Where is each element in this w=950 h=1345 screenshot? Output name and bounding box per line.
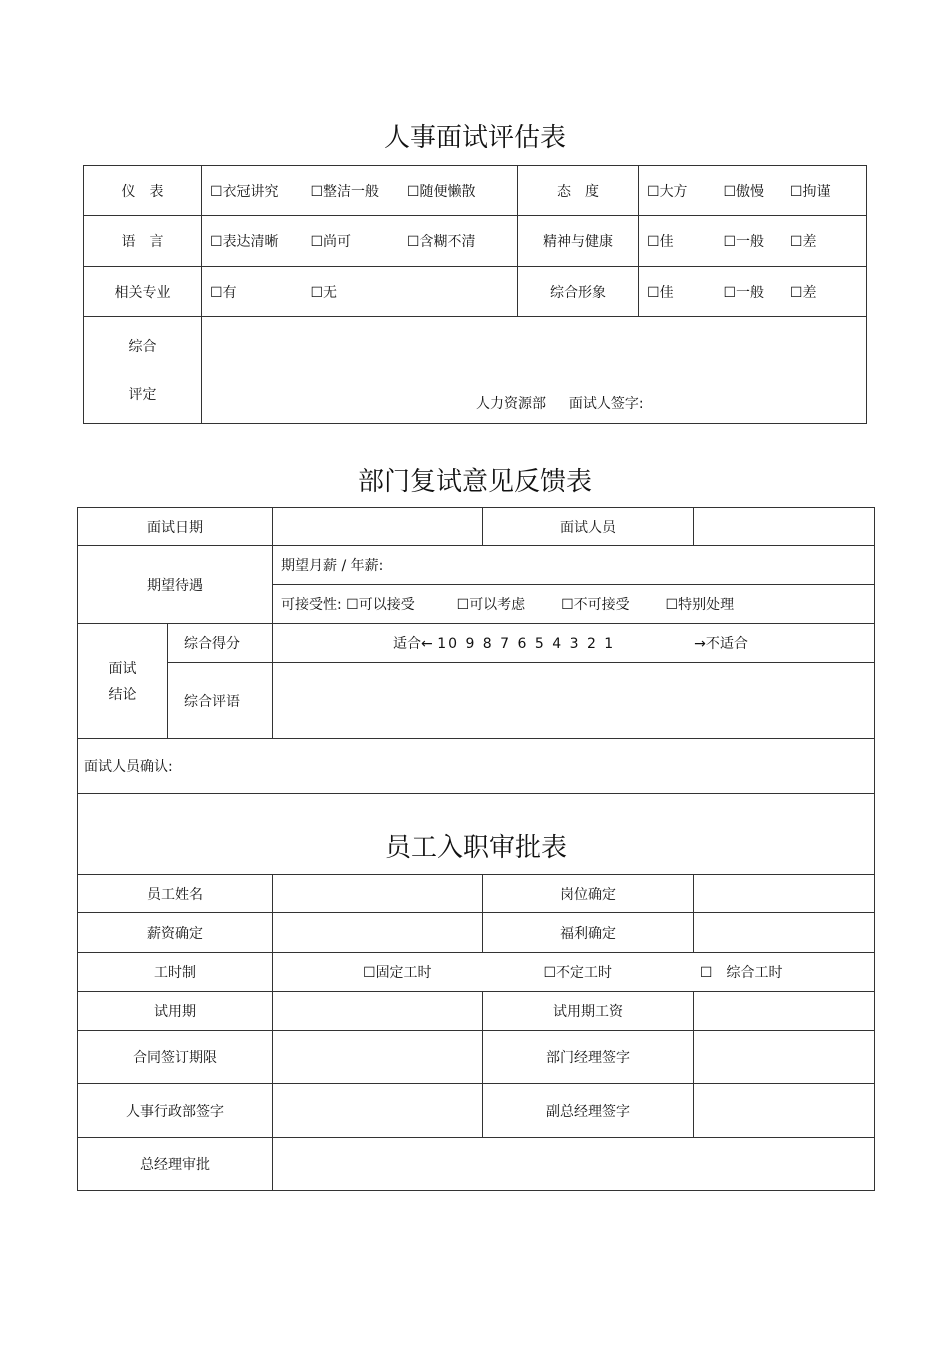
label-overall-eval (84, 317, 202, 424)
label-vp-sign: 副总经理签字 (483, 1084, 694, 1138)
major-options (202, 267, 518, 317)
attitude-opt-3[interactable]: ☐ 拘谨 (790, 181, 831, 201)
appearance-options (202, 166, 518, 216)
onboarding-title: 员工入职审批表 (78, 794, 875, 875)
work-hours-options (273, 953, 875, 992)
hr-sign-field[interactable] (273, 1084, 483, 1138)
accept-opt-2[interactable]: ☐ 可以考虑 (457, 594, 557, 614)
major-opt-2[interactable]: ☐ 无 (310, 282, 337, 302)
label-attitude: 态 度 (518, 166, 639, 216)
label-employee-name: 员工姓名 (78, 875, 273, 913)
feedback-title: 部门复试意见反馈表 (357, 467, 592, 497)
label-image: 综合形象 (518, 267, 639, 317)
conclusion-line1: 面试 (108, 661, 137, 677)
label-benefit: 福利确定 (483, 913, 694, 953)
conclusion-line2: 结论 (108, 687, 137, 703)
dept-mgr-sign-field[interactable] (694, 1031, 875, 1084)
health-opt-2[interactable]: ☐ 一般 (723, 231, 785, 251)
feedback-table (77, 507, 875, 1191)
label-expected-salary: 期望待遇 (78, 546, 273, 624)
accept-opt-1[interactable]: ☐ 可以接受 (346, 594, 452, 614)
interview-date-field[interactable] (273, 508, 483, 546)
score-scale-row (273, 624, 875, 663)
label-probation: 试用期 (78, 992, 273, 1031)
appearance-opt-1[interactable]: ☐ 衣冠讲究 (210, 181, 306, 201)
attitude-opt-2[interactable]: ☐ 傲慢 (723, 181, 785, 201)
label-language: 语 言 (84, 216, 202, 267)
overall-eval-line1: 综合 (128, 339, 157, 355)
interview-eval-title: 人事面试评估表 (383, 123, 566, 153)
acceptability-label: 可接受性: (281, 597, 342, 613)
acceptability-row (273, 585, 875, 624)
label-dept-mgr-sign: 部门经理签字 (483, 1031, 694, 1084)
major-opt-1[interactable]: ☐ 有 (210, 282, 306, 302)
label-appearance: 仪 表 (84, 166, 202, 216)
image-opt-1[interactable]: ☐ 佳 (647, 282, 719, 302)
appearance-opt-2[interactable]: ☐ 整洁一般 (310, 181, 402, 201)
label-conclusion (78, 624, 168, 739)
sign-label: 面试人签字: (568, 396, 644, 412)
attitude-options (639, 166, 867, 216)
hours-opt-fixed[interactable]: ☐ 固定工时 (363, 962, 539, 982)
language-opt-1[interactable]: ☐ 表达清晰 (210, 231, 306, 251)
interviewer-field[interactable] (694, 508, 875, 546)
probation-salary-field[interactable] (694, 992, 875, 1031)
label-major: 相关专业 (84, 267, 202, 317)
salary-confirm-field[interactable] (273, 913, 483, 953)
label-work-hours: 工时制 (78, 953, 273, 992)
label-position: 岗位确定 (483, 875, 694, 913)
health-opt-1[interactable]: ☐ 佳 (647, 231, 719, 251)
score-scale[interactable]: 10 9 8 7 6 5 4 3 2 1 (437, 636, 616, 652)
benefit-field[interactable] (694, 913, 875, 953)
label-comment: 综合评语 (168, 663, 273, 739)
employee-name-field[interactable] (273, 875, 483, 913)
language-opt-3[interactable]: ☐ 含糊不清 (407, 231, 476, 251)
image-opt-2[interactable]: ☐ 一般 (723, 282, 785, 302)
label-gm-approval: 总经理审批 (78, 1138, 273, 1191)
overall-eval-line2: 评定 (128, 387, 157, 403)
score-right: →不适合 (694, 636, 748, 652)
language-options (202, 216, 518, 267)
label-interview-date: 面试日期 (78, 508, 273, 546)
gm-approval-field[interactable] (273, 1138, 875, 1191)
image-options (639, 267, 867, 317)
label-probation-salary: 试用期工资 (483, 992, 694, 1031)
score-left: 适合← (393, 636, 433, 652)
interview-eval-table (83, 165, 867, 424)
interviewer-confirm[interactable]: 面试人员确认: (78, 739, 875, 794)
probation-field[interactable] (273, 992, 483, 1031)
label-contract-term: 合同签订期限 (78, 1031, 273, 1084)
label-score: 综合得分 (168, 624, 273, 663)
overall-eval-field[interactable] (202, 317, 867, 424)
appearance-opt-3[interactable]: ☐ 随便懒散 (407, 181, 476, 201)
health-opt-3[interactable]: ☐ 差 (790, 231, 817, 251)
attitude-opt-1[interactable]: ☐ 大方 (647, 181, 719, 201)
comment-field[interactable] (273, 663, 875, 739)
sign-dept: 人力资源部 (476, 396, 546, 412)
hours-opt-flexible[interactable]: ☐ 不定工时 (543, 962, 695, 982)
accept-opt-3[interactable]: ☐ 不可接受 (561, 594, 661, 614)
contract-term-field[interactable] (273, 1031, 483, 1084)
label-salary-confirm: 薪资确定 (78, 913, 273, 953)
label-hr-sign: 人事行政部签字 (78, 1084, 273, 1138)
expected-salary-field[interactable]: 期望月薪 / 年薪: (273, 546, 875, 585)
vp-sign-field[interactable] (694, 1084, 875, 1138)
label-interviewer: 面试人员 (483, 508, 694, 546)
image-opt-3[interactable]: ☐ 差 (790, 282, 817, 302)
label-health: 精神与健康 (518, 216, 639, 267)
language-opt-2[interactable]: ☐ 尚可 (310, 231, 402, 251)
accept-opt-4[interactable]: ☐ 特别处理 (666, 594, 735, 614)
position-field[interactable] (694, 875, 875, 913)
hours-opt-comprehensive[interactable]: ☐ 综合工时 (700, 962, 783, 982)
health-options (639, 216, 867, 267)
